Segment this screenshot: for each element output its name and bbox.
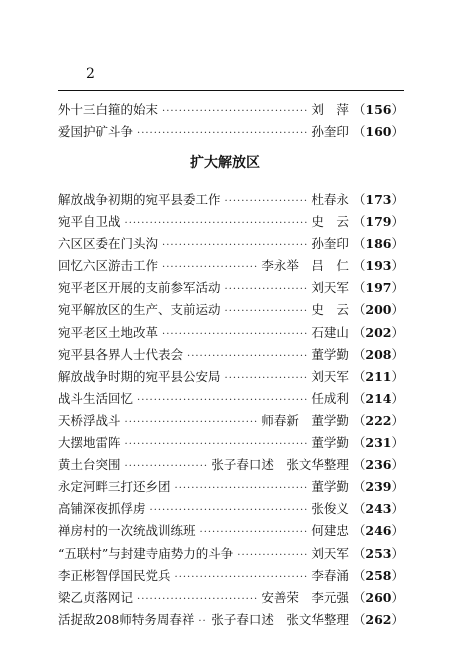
toc-entry-page: （ 197 ） [353,277,404,299]
toc-entry-title: 李正彬智俘国民党兵 [58,567,171,583]
toc-entry-author: 安善荣 李元强 [261,589,349,605]
toc-entry-title: 宛平解放区的生产、支前运动 [58,302,221,318]
dot-leader [175,478,308,498]
toc-entry [58,366,404,388]
toc-entry [58,609,404,631]
toc-entry-title: 活捉敌208师特务周春祥 [58,611,195,627]
toc-entry [58,454,404,476]
dot-leader [225,301,308,321]
dot-leader [162,257,257,277]
dot-leader [162,101,307,121]
toc-entry [58,299,404,321]
toc-entry-page: （ 258 ） [353,565,404,587]
dot-leader [225,279,308,299]
toc-entry [58,322,404,344]
section-heading: 扩大解放区 [190,155,260,171]
toc-entry-author: 董学勤 [311,435,349,451]
toc-list-main [58,189,404,631]
toc-entry [58,121,404,143]
toc-entry-title: 禅房村的一次统战训练班 [58,523,196,539]
toc-entry-title: 战斗生活回忆 [58,390,134,406]
header-rule [58,90,404,91]
toc-entry-title: 高铺深夜抓俘虏 [58,501,146,517]
toc-entry-author: 孙奎印 [311,236,349,252]
toc-entry-author: 何建忠 [311,523,349,539]
page-number: 2 [86,66,95,82]
dot-leader [125,213,308,233]
toc-entry-title: 大摆地雷阵 [58,435,121,451]
toc-entry-author: 张俊义 [311,501,349,517]
toc-entry-page: （ 236 ） [353,454,404,476]
dot-leader [225,368,308,388]
toc-entry-page: （ 222 ） [353,410,404,432]
toc-entry-page: （ 160 ） [353,121,404,143]
toc-entry [58,587,404,609]
toc-entry-author: 董学勤 [311,346,349,362]
toc-entry-title: 宛平老区开展的支前参军活动 [58,280,221,296]
toc-entry-author: 史 云 [311,302,349,318]
toc-entry [58,410,404,432]
dot-leader [187,346,307,366]
dot-leader [125,434,308,454]
toc-entry-title: 天桥浮战斗 [58,412,121,428]
toc-entry-title: 宛平县各界人士代表会 [58,346,184,362]
toc-entry-page: （ 211 ） [353,366,404,388]
toc-entry-page: （ 179 ） [353,211,404,233]
toc-entry-page: （ 156 ） [353,99,404,121]
toc-entry-author: 孙奎印 [311,124,349,140]
toc-entry [58,520,404,542]
dot-leader [162,324,307,344]
toc-entry [58,277,404,299]
dot-leader [175,567,308,587]
toc-entry-author: 师春新 董学勤 [261,412,349,428]
toc-entry [58,498,404,520]
dot-leader [198,611,207,631]
toc-entry [58,99,404,121]
toc-entry-author: 李永举 吕 仁 [261,258,349,274]
toc-entry-author: 张子春口述 张文华整理 [211,457,349,473]
toc-entry [58,344,404,366]
toc-entry [58,543,404,565]
dot-leader [150,500,308,520]
toc-entry-title: 永定河畔三打还乡团 [58,479,171,495]
toc-entry-page: （ 262 ） [353,609,404,631]
dot-leader [125,456,208,476]
toc-entry-author: 董学勤 [311,479,349,495]
dot-leader [137,123,307,143]
toc-entry-title: 梁乙贞落网记 [58,589,134,605]
toc-entry-page: （ 246 ） [353,520,404,542]
toc-entry [58,233,404,255]
toc-entry-page: （ 186 ） [353,233,404,255]
toc-entry-author: 李春涌 [311,567,349,583]
toc-entry [58,565,404,587]
toc-entry-page: （ 208 ） [353,344,404,366]
dot-leader [162,235,307,255]
toc-entry-title: 宛平老区土地改革 [58,324,159,340]
toc-entry [58,211,404,233]
toc-entry-page: （ 231 ） [353,432,404,454]
toc-entry-author: 刘天军 [311,368,349,384]
toc-entry-author: 刘天军 [311,280,349,296]
toc-entry-page: （ 202 ） [353,322,404,344]
toc-entry-title: 解放战争时期的宛平县公安局 [58,368,221,384]
toc-entry-title: “五联村”与封建寺庙势力的斗争 [58,545,234,561]
toc-entry-title: 六区区委在门头沟 [58,236,159,252]
toc-entry-page: （ 193 ） [353,255,404,277]
toc-entry-title: 黄土台突围 [58,457,121,473]
toc-entry-page: （ 239 ） [353,476,404,498]
toc-entry [58,255,404,277]
toc-entry-title: 解放战争初期的宛平县委工作 [58,192,221,207]
dot-leader [200,522,308,542]
toc-entry-author: 刘 萍 [311,102,349,117]
toc-entry-author: 史 云 [311,214,349,230]
toc-entry-page: （ 243 ） [353,498,404,520]
toc-entry-author: 杜春永 [311,192,349,207]
toc-entry-title: 爱国护矿斗争 [58,124,134,140]
toc-entry-page: （ 173 ） [353,189,404,211]
toc-entry-page: （ 253 ） [353,543,404,565]
toc-entry-author: 刘天军 [311,545,349,561]
toc-entry-author: 任成利 [311,390,349,406]
toc-entry [58,388,404,410]
toc-entry-author: 石建山 [311,324,349,340]
toc-entry-author: 张子春口述 张文华整理 [211,611,349,627]
toc-entry-title: 外十三白箍的始末 [58,102,159,117]
dot-leader [137,390,307,410]
toc-entry-title: 回忆六区游击工作 [58,258,159,274]
toc-entry-page: （ 214 ） [353,388,404,410]
toc-entry [58,189,404,211]
dot-leader [237,545,307,565]
toc-entry-title: 宛平自卫战 [58,214,121,230]
toc-entry-page: （ 260 ） [353,587,404,609]
toc-entry [58,432,404,454]
toc-entry-page: （ 200 ） [353,299,404,321]
dot-leader [137,589,257,609]
dot-leader [125,412,258,432]
dot-leader [225,191,308,211]
toc-list-top [58,99,404,143]
toc-entry [58,476,404,498]
